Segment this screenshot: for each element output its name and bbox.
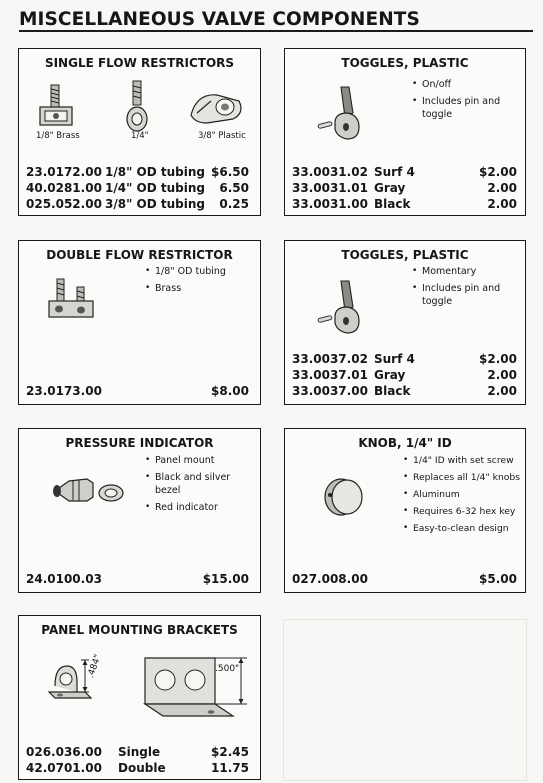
part-number: 23.0173.00	[26, 384, 102, 398]
description: 3/8" OD tubing	[105, 197, 205, 211]
price: 2.00	[487, 384, 517, 398]
price: 2.00	[487, 181, 517, 195]
feature-item: • 1/8" OD tubing	[145, 266, 257, 278]
caption-quarter-inch: 1/4"	[131, 131, 149, 141]
price: $2.00	[479, 165, 517, 179]
price: 0.25	[219, 197, 249, 211]
feature-list	[412, 266, 522, 313]
panel-single-flow-restrictors	[18, 48, 261, 216]
panel-double-flow-restrictor	[18, 240, 261, 405]
caption-plastic: 3/8" Plastic	[198, 131, 246, 141]
panel-toggles-on-off	[284, 48, 526, 216]
description: Gray	[374, 181, 406, 195]
price-row	[285, 572, 525, 588]
caption-brass: 1/8" Brass	[36, 131, 80, 141]
part-number: 025.052.00	[26, 197, 102, 211]
description: 1/4" OD tubing	[105, 181, 205, 195]
feature-item: • Momentary	[412, 266, 522, 278]
price-row	[19, 761, 260, 777]
feature-list	[403, 455, 523, 540]
price: $2.00	[479, 352, 517, 366]
price-row	[285, 181, 525, 197]
part-number: 33.0031.02	[292, 165, 368, 179]
price: 6.50	[219, 181, 249, 195]
description: Gray	[374, 368, 406, 382]
dimension-label: .500"	[215, 664, 240, 674]
toggle-illustration	[315, 277, 367, 339]
double-restrictor-illustration	[45, 277, 105, 327]
part-number: 026.036.00	[26, 745, 102, 759]
dimension-label: .484"	[86, 653, 104, 680]
panel-title: PRESSURE INDICATOR	[65, 436, 214, 450]
bleed-through-box	[283, 619, 527, 781]
price-row	[19, 384, 260, 400]
panel-knob	[284, 428, 526, 593]
price: 11.75	[211, 761, 249, 775]
price-row	[285, 165, 525, 181]
panel-title: SINGLE FLOW RESTRICTORS	[44, 56, 235, 70]
page-title: MISCELLANEOUS VALVE COMPONENTS	[19, 9, 420, 30]
feature-list	[145, 266, 257, 301]
part-number: 027.008.00	[292, 572, 368, 586]
feature-item: • Includes pin and toggle	[412, 96, 522, 121]
price-row	[285, 368, 525, 384]
quarter-inch-restrictor-illustration	[125, 79, 149, 135]
part-number: 23.0172.00	[26, 165, 102, 179]
panel-title: DOUBLE FLOW RESTRICTOR	[46, 248, 233, 262]
part-number: 33.0037.01	[292, 368, 368, 382]
feature-item: • Brass	[145, 283, 257, 295]
price: $15.00	[202, 572, 249, 586]
price-row	[285, 352, 525, 368]
feature-list	[412, 79, 522, 126]
panel-title: TOGGLES, PLASTIC	[341, 248, 469, 262]
feature-item: • Easy-to-clean design	[403, 523, 523, 535]
feature-item: • Requires 6-32 hex key	[403, 506, 523, 518]
description: Surf 4	[374, 352, 415, 366]
description: Single	[118, 745, 161, 759]
part-number: 33.0037.02	[292, 352, 368, 366]
feature-item: • Black and silver bezel	[145, 472, 241, 497]
price-row	[19, 197, 260, 213]
feature-item: • Red indicator	[145, 502, 255, 514]
price: $2.45	[211, 745, 249, 759]
description: Double	[118, 761, 166, 775]
title-rule	[19, 30, 533, 32]
description: Black	[374, 384, 411, 398]
feature-item: • Aluminum	[403, 489, 523, 501]
panel-toggles-momentary	[284, 240, 526, 405]
price-row	[19, 745, 260, 761]
price: 2.00	[487, 197, 517, 211]
part-number: 40.0281.00	[26, 181, 102, 195]
part-number: 33.0037.00	[292, 384, 368, 398]
panel-title: PANEL MOUNTING BRACKETS	[41, 623, 238, 637]
panel-title: KNOB, 1/4" ID	[358, 436, 452, 450]
description: Surf 4	[374, 165, 415, 179]
double-bracket-illustration	[137, 642, 253, 724]
price: 2.00	[487, 368, 517, 382]
pressure-indicator-illustration	[49, 469, 129, 511]
toggle-illustration	[315, 83, 367, 145]
feature-list	[145, 455, 255, 519]
price: $6.50	[211, 165, 249, 179]
description: 1/8" OD tubing	[105, 165, 205, 179]
part-number: 42.0701.00	[26, 761, 102, 775]
description: Black	[374, 197, 411, 211]
feature-item: • Panel mount	[145, 455, 255, 467]
feature-item: • On/off	[412, 79, 522, 91]
feature-item: • Includes pin and toggle	[412, 283, 522, 308]
price-row	[19, 165, 260, 181]
price-row	[19, 572, 260, 588]
price-row	[285, 384, 525, 400]
brass-restrictor-illustration	[37, 83, 77, 133]
price: $5.00	[479, 572, 517, 586]
knob-illustration	[319, 473, 367, 521]
part-number: 33.0031.00	[292, 197, 368, 211]
panel-pressure-indicator	[18, 428, 261, 593]
plastic-restrictor-illustration	[187, 87, 245, 127]
price-row	[285, 197, 525, 213]
price-row	[19, 181, 260, 197]
part-number: 24.0100.03	[26, 572, 102, 586]
single-bracket-illustration	[45, 652, 115, 710]
feature-item: • 1/4" ID with set screw	[403, 455, 523, 467]
panel-mounting-brackets	[18, 615, 261, 780]
feature-item: • Replaces all 1/4" knobs	[403, 472, 523, 484]
price: $8.00	[211, 384, 249, 398]
part-number: 33.0031.01	[292, 181, 368, 195]
panel-title: TOGGLES, PLASTIC	[341, 56, 469, 70]
